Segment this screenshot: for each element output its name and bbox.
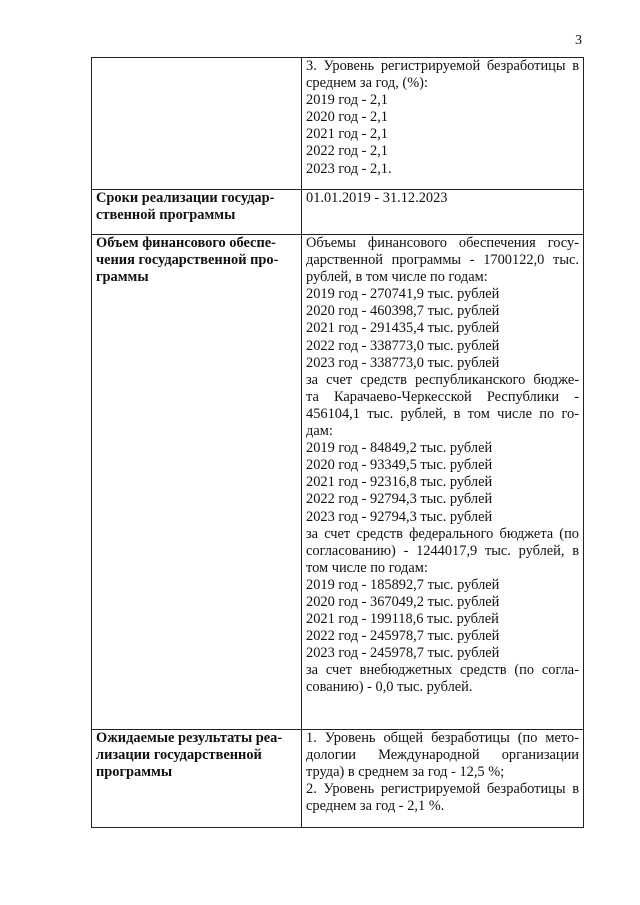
- text-line: 2023 год - 92794,3 тыс. рублей: [306, 508, 493, 525]
- text-line: 2020 год - 93349,5 тыс. рублей: [306, 457, 493, 474]
- text-line: 2019 год - 2,1: [306, 92, 389, 109]
- text-line: 2019 год - 185892,7 тыс. рублей: [306, 576, 500, 593]
- text-line: 2023 год - 338773,0 тыс. рублей: [306, 354, 500, 371]
- text-line: 2020 год - 2,1: [306, 109, 389, 126]
- text-line: 2022 год - 92794,3 тыс. рублей: [306, 491, 493, 508]
- text-line: 2. Уровень регистрируемой безработицы в: [306, 781, 579, 798]
- row-value: [302, 235, 584, 730]
- label-line: программы: [96, 764, 173, 781]
- text-line: дологии Международной организации: [306, 747, 579, 764]
- row-label: [92, 190, 302, 235]
- text-line: рублей, в том числе по годам:: [306, 269, 488, 286]
- text-line: 2019 год - 270741,9 тыс. рублей: [306, 286, 500, 303]
- program-passport-table: [91, 57, 584, 828]
- label-line: чения государственной про-: [96, 252, 279, 269]
- text-line: 2020 год - 460398,7 тыс. рублей: [306, 303, 500, 320]
- text-line: 2019 год - 84849,2 тыс. рублей: [306, 440, 493, 457]
- text-line: 2022 год - 338773,0 тыс. рублей: [306, 337, 500, 354]
- label-line: Ожидаемые результаты реа-: [96, 730, 283, 746]
- text-line: 2021 год - 199118,6 тыс. рублей: [306, 611, 499, 628]
- text-line: 2023 год - 2,1.: [306, 160, 392, 177]
- text-line: дам:: [306, 423, 333, 440]
- text-line: 2023 год - 245978,7 тыс. рублей: [306, 645, 500, 662]
- row-label: [92, 58, 302, 190]
- table-row: [92, 58, 584, 190]
- text-line: сованию) - 0,0 тыс. рублей.: [306, 679, 473, 696]
- text-line: 01.01.2019 - 31.12.2023: [306, 190, 448, 206]
- text-line: за счет средств федерального бюджета (по: [306, 525, 579, 542]
- row-label: [92, 730, 302, 828]
- text-line: 2021 год - 2,1: [306, 126, 389, 143]
- text-line: за счет внебюджетных средств (по согла-: [306, 662, 579, 679]
- text-line: та Карачаево-Черкесской Республики -: [306, 388, 579, 405]
- text-line: среднем за год, (%):: [306, 75, 428, 92]
- label-line: граммы: [96, 269, 149, 286]
- text-line: том числе по годам:: [306, 559, 428, 576]
- row-value: [302, 190, 584, 235]
- row-label: [92, 235, 302, 730]
- text-line: 2021 год - 291435,4 тыс. рублей: [306, 320, 500, 337]
- text-line: среднем за год - 2,1 %.: [306, 798, 445, 815]
- text-line: 3. Уровень регистрируемой безработицы в: [306, 58, 579, 74]
- text-line: за счет средств республиканского бюдже-: [306, 371, 579, 388]
- label-line: лизации государственной: [96, 747, 262, 764]
- text-line: дарственной программы - 1700122,0 тыс.: [306, 252, 579, 269]
- label-line: Объем финансового обеспе-: [96, 235, 276, 251]
- table-row: [92, 190, 584, 235]
- text-line: 456104,1 тыс. рублей, в том числе по го-: [306, 405, 579, 422]
- table-row: [92, 730, 584, 828]
- table-row: [92, 235, 584, 730]
- text-line: 2021 год - 92316,8 тыс. рублей: [306, 474, 493, 491]
- row-value: [302, 58, 584, 190]
- text-line: Объемы финансового обеспечения госу-: [306, 235, 579, 251]
- row-value: [302, 730, 584, 828]
- text-line: труда) в среднем за год - 12,5 %;: [306, 764, 505, 781]
- page-number: 3: [575, 33, 582, 48]
- label-line: Сроки реализации государ-: [96, 190, 275, 206]
- text-line: 1. Уровень общей безработицы (по мето-: [306, 730, 579, 746]
- text-line: 2022 год - 245978,7 тыс. рублей: [306, 628, 500, 645]
- text-line: 2020 год - 367049,2 тыс. рублей: [306, 593, 500, 610]
- label-line: ственной программы: [96, 207, 236, 224]
- text-line: согласованию) - 1244017,9 тыс. рублей, в: [306, 542, 579, 559]
- text-line: 2022 год - 2,1: [306, 143, 389, 160]
